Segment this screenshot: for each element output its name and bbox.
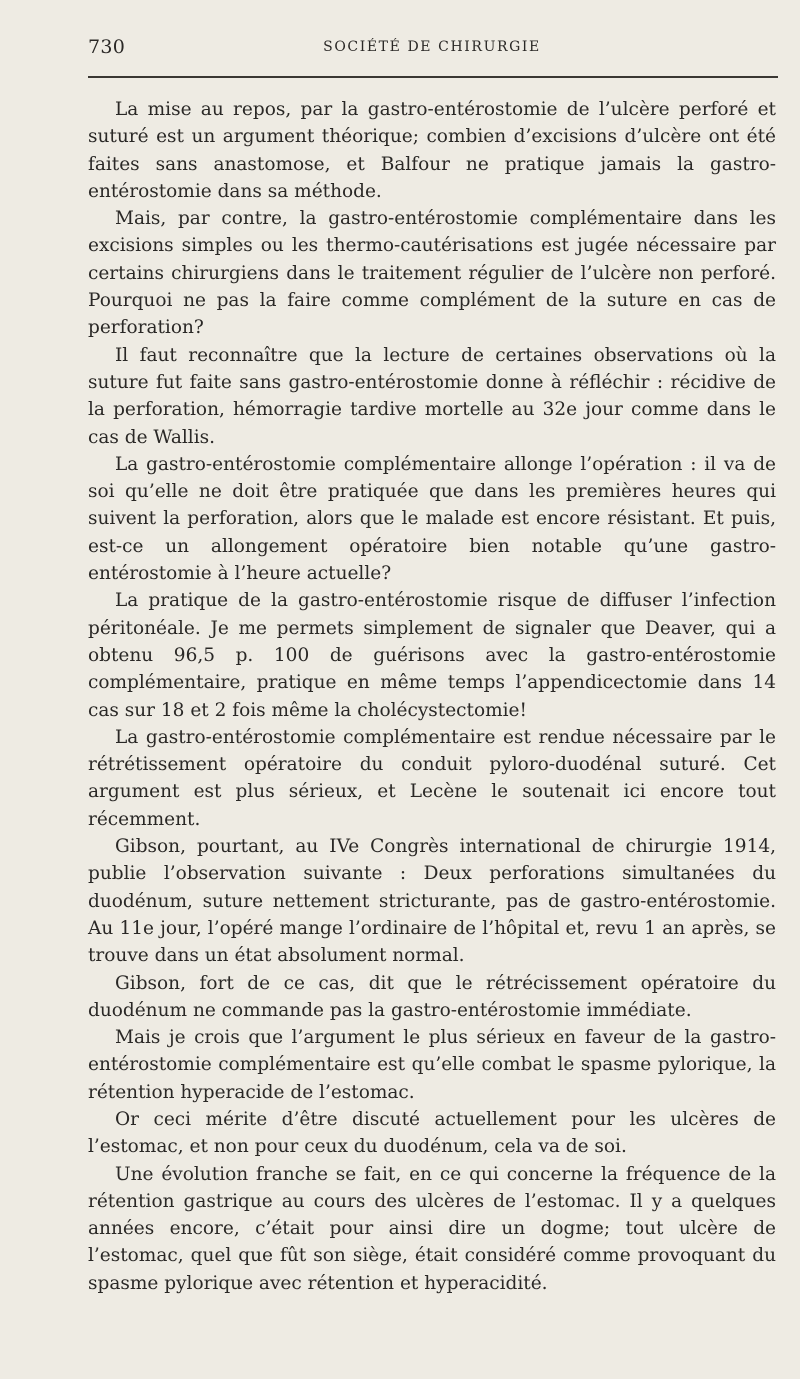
paragraph-6: La gastro-entérostomie complémentaire est rendue nécessaire par le rétrétissement opératoire du conduit pyloro-duodénal suturé. Cet argument est plus sérieux, et Lecène le soutenait ici encore tout récemment. [88,726,776,830]
paragraph-11: Une évolution franche se fait, en ce qui concerne la fréquence de la rétention gastrique au cours des ulcères de l’estomac. Il y a quelques années encore, c’était pour ainsi dire un dogme; tout ulcère de l’estomac, quel que fût son siège, était considéré comme provoquant du spasme pylorique avec rétention et hyperacidité. [88,1163,776,1294]
paragraph-7: Gibson, pourtant, au IVe Congrès international de chirurgie 1914, publie l’observation suivante : Deux perforations simultanées du duodénum, suture nettement stricturante, pas de gastro-entérostomie. Au 11e jour, l’opéré mange l’ordinaire de l’hôpital et, revu 1 an après, se trouve dans un état absolument normal. [88,836,776,967]
body-text [88,96,776,1297]
paragraph-10: Or ceci mérite d’être discuté actuellement pour les ulcères de l’estomac, et non pour ceux du duodénum, cela va de soi. [88,1108,776,1158]
paragraph-9: Mais je crois que l’argument le plus sérieux en faveur de la gastro-entérostomie complémentaire est qu’elle combat le spasme pylorique, la rétention hyperacide de l’estomac. [88,1027,776,1103]
paragraph-2: Mais, par contre, la gastro-entérostomie complémentaire dans les excisions simples ou les thermo-cautérisations est jugée nécessaire par certains chirurgiens dans le traitement régulier de l’ulcère non perforé. Pourquoi ne pas la faire comme complément de la suture en cas de perforation? [88,208,776,339]
paragraph-1: La mise au repos, par la gastro-entérostomie de l’ulcère perforé et suturé est un argument théorique; combien d’excisions d’ulcère ont été faites sans anastomose, et Balfour ne pratique jamais la gastro-entérostomie dans sa méthode. [88,99,776,202]
paragraph-4: La gastro-entérostomie complémentaire allonge l’opération : il va de soi qu’elle ne doit être pratiquée que dans les premières heures qui suivent la perforation, alors que le malade est encore résistant. Et puis, est-ce un allongement opératoire bien notable qu’une gastro-entérostomie à l’heure actuelle? [88,453,776,585]
paragraph-3: Il faut reconnaître que la lecture de certaines observations où la suture fut faite sans gastro-entérostomie donne à réfléchir : récidive de la perforation, hémorragie tardive mortelle au 32e jour comme dans le cas de Wallis. [88,344,776,448]
running-head: SOCIÉTÉ DE CHIRURGIE [323,39,541,55]
paragraph-5: La pratique de la gastro-entérostomie risque de diffuser l’infection péritonéale. Je me permets simplement de signaler que Deaver, qui a obtenu 96,5 p. 100 de guérisons avec la gastro-entérostomie complémentaire, pratique en même temps l’appendicectomie dans 14 cas sur 18 et 2 fois même la cholécystectomie! [88,590,776,721]
header-rule [88,76,778,78]
paragraph-8: Gibson, fort de ce cas, dit que le rétrécissement opératoire du duodénum ne commande pas la gastro-entérostomie immédiate. [88,972,776,1021]
page-header [88,36,776,66]
page-number: 730 [88,36,126,58]
